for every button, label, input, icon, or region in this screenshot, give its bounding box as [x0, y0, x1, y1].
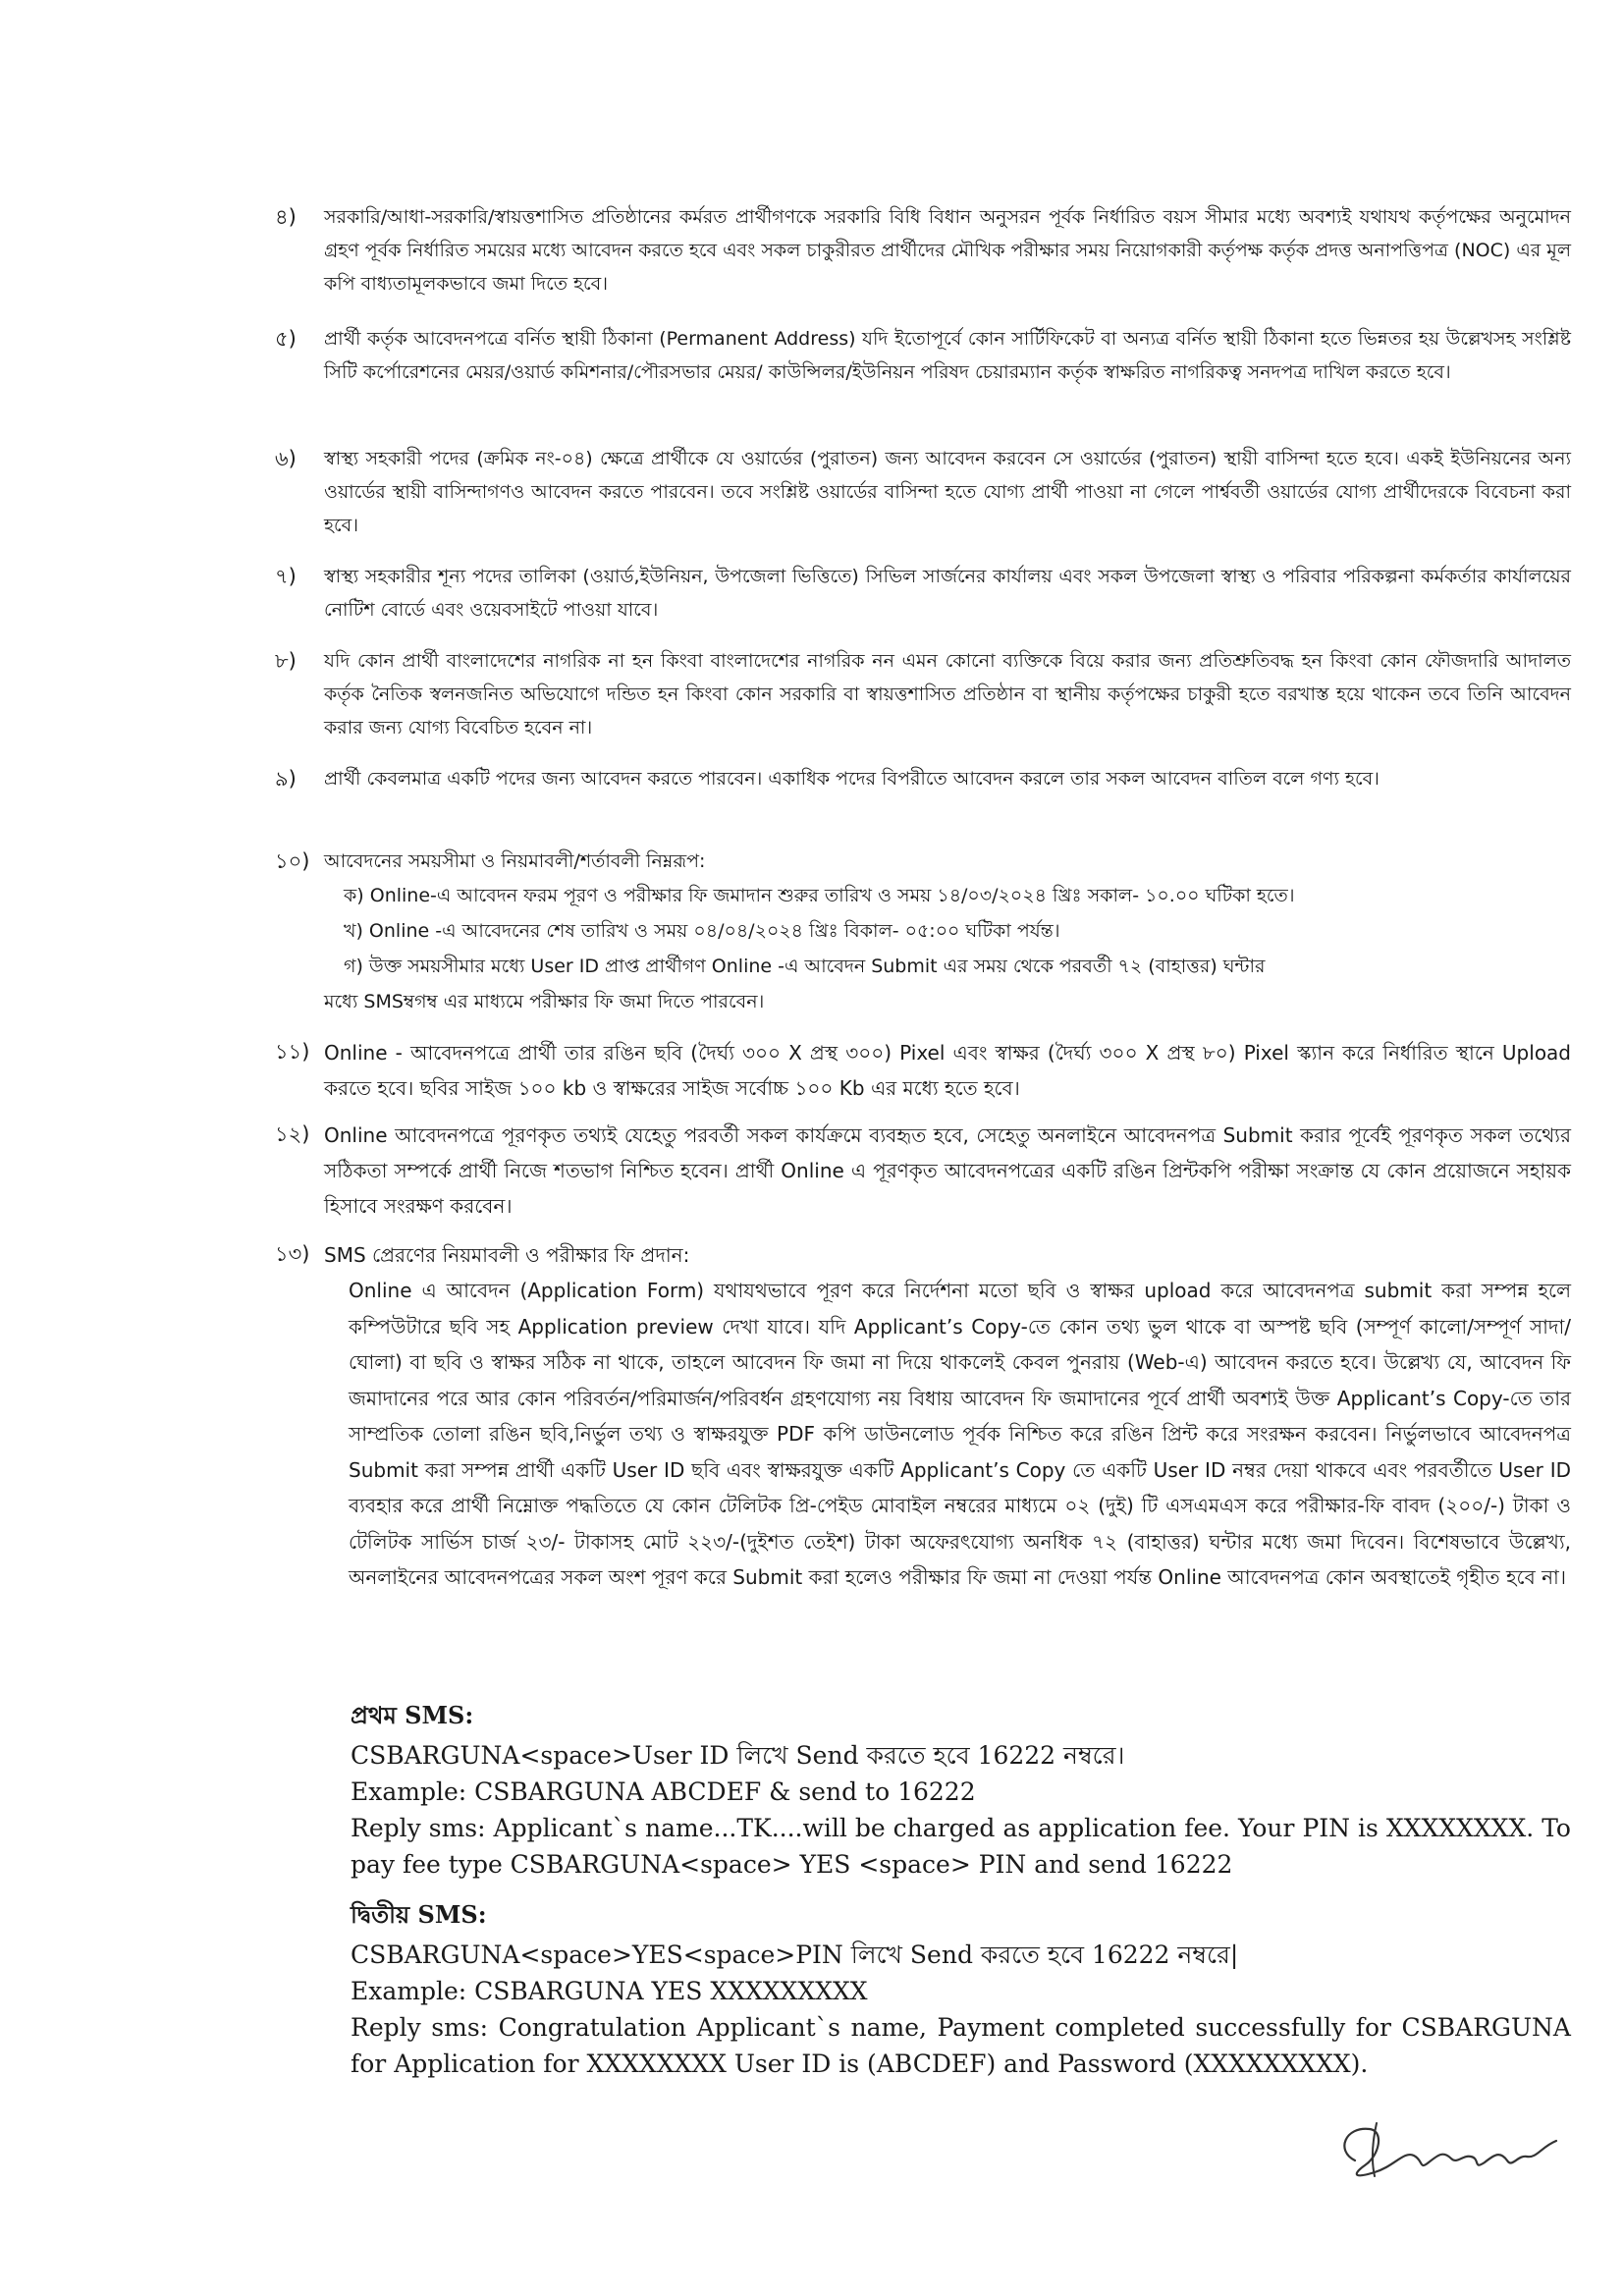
sms-heading: প্রথম SMS: [351, 1701, 474, 1729]
clause-number: ৬) [275, 447, 297, 470]
clause-11 [275, 1035, 1571, 1106]
clause-text: প্রার্থী কেবলমাত্র একটি পদের জন্য আবেদন করতে পারবেন। একাধিক পদের বিপরীতে আবেদন করলে তার সকল আবেদন বাতিল বলে গণ্য হবে। [324, 768, 1380, 790]
sms-instructions-first [351, 1697, 1571, 2082]
clause-5 [275, 322, 1571, 389]
clause-number: ৯) [275, 767, 297, 791]
sms-heading: দ্বিতীয় SMS: [351, 1900, 487, 1929]
clause-text: যদি কোন প্রার্থী বাংলাদেশের নাগরিক না হন কিংবা বাংলাদেশের নাগরিক নন এমন কোনো ব্যক্তিকে বিয়ে করার জন্য প্রতিশ্রুতিবদ্ধ হন কিংবা কোন ফৌজদারি আদালত কর্তৃক নৈতিক স্বলনজনিত অভিযোগে দন্ডিত হন কিংবা কোন সরকারি বা স্বায়ত্তশাসিত প্রতিষ্ঠান বা স্থানীয় কর্তৃপক্ষের চাকুরী হতে বরখাস্ত হয়ে থাকেন তবে তিনি আবেদন করার জন্য যোগ্য বিবেচিত হবেন না। [324, 650, 1571, 738]
clause-number: ৪) [275, 205, 297, 229]
sms-format-line: CSBARGUNA<space>YES<space>PIN লিখে Send করতে হবে 16222 নম্বরে| [351, 1941, 1239, 1969]
sms-reply-line: Reply sms: Congratulation Applicant`s name, Payment completed successfully for CSBARGUNA for Application for XXXXXXXX User ID is (ABCDEF) and Password (XXXXXXXXX). [351, 2013, 1571, 2078]
sub-clause-a: ক) Online-এ আবেদন ফরম পূরণ ও পরীক্ষার ফি জমাদান শুরুর তারিখ ও সময় ১৪/০৩/২০২৪ খ্রিঃ সকাল- ১০.০০ ঘটিকা হতে। [344, 885, 1295, 906]
clause-heading: আবেদনের সময়সীমা ও নিয়মাবলী/শর্তাবলী নিম্নরূপ: [324, 850, 706, 872]
clause-10 [275, 845, 1571, 1019]
clause-6 [275, 442, 1571, 542]
sub-clause-c-continued: মধ্যে SMSম্বগম্ব এর মাধ্যমে পরীক্ষার ফি জমা দিতে পারবেন। [324, 991, 765, 1012]
clause-heading: SMS প্রেরণের নিয়মাবলী ও পরীক্ষার ফি প্রদান: [324, 1243, 690, 1267]
sms-format-line: CSBARGUNA<space>User ID লিখে Send করতে হবে 16222 নম্বরে। [351, 1741, 1125, 1770]
clause-number: ১১) [275, 1040, 310, 1064]
clause-number: ১৩) [275, 1242, 310, 1266]
clause-number: ১০) [275, 849, 310, 873]
sub-clause-c: গ) উক্ত সময়সীমার মধ্যে User ID প্রাপ্ত প্রার্থীগণ Online -এ আবেদন Submit এর সময় থেকে পরবর্তী ৭২ (বাহাত্তর) ঘন্টার [344, 956, 1266, 977]
clause-12 [275, 1118, 1571, 1224]
clause-4 [275, 200, 1571, 301]
signature-image [1325, 2111, 1581, 2190]
sms-example-line: Example: CSBARGUNA YES XXXXXXXXX [351, 1977, 868, 2005]
clause-text: Online আবেদনপত্রে পূরণকৃত তথ্যই যেহেতু পরবর্তী সকল কার্যক্রমে ব্যবহৃত হবে, সেহেতু অনলাইনে আবেদনপত্র Submit করার পূর্বেই পূরণকৃত সকল তথ্যের সঠিকতা সম্পর্কে প্রার্থী নিজে শতভাগ নিশ্চিত হবেন। প্রার্থী Online এ পূরণকৃত আবেদনপত্রের একটি রঙিন প্রিন্টকপি পরীক্ষা সংক্রান্ত যে কোন প্রয়োজনে সহায়ক হিসাবে সংরক্ষণ করবেন। [324, 1123, 1571, 1218]
sub-clause-b: খ) Online -এ আবেদনের শেষ তারিখ ও সময় ০৪/০৪/২০২৪ খ্রিঃ বিকাল- ০৫:০০ ঘটিকা পর্যন্ত। [344, 920, 1060, 942]
clause-text: প্রার্থী কর্তৃক আবেদনপত্রে বর্নিত স্থায়ী ঠিকানা (Permanent Address) যদি ইতোপূর্বে কোন সার্টিফিকেট বা অন্যত্র বর্নিত স্থায়ী ঠিকানা হতে ভিন্নতর হয় উল্লেখসহ সংশ্লিষ্ট সিটি কর্পোরেশনের মেয়র/ওয়ার্ড কমিশনার/পৌরসভার মেয়র/ কাউন্সিলর/ইউনিয়ন পরিষদ চেয়ারম্যান কর্তৃক স্বাক্ষরিত নাগরিকত্ব সনদপত্র দাখিল করতে হবে। [324, 328, 1571, 383]
clause-text: Online - আবেদনপত্রে প্রার্থী তার রঙিন ছবি (দৈর্ঘ্য ৩০০ X প্রস্থ ৩০০) Pixel এবং স্বাক্ষর (দৈর্ঘ্য ৩০০ X প্রস্থ ৮০) Pixel স্ক্যান করে নির্ধারিত স্থানে Upload করতে হবে। ছবির সাইজ ১০০ kb ও স্বাক্ষরের সাইজ সর্বোচ্চ ১০০ Kb এর মধ্যে হতে হবে। [324, 1041, 1572, 1100]
sms-example-line: Example: CSBARGUNA ABCDEF & send to 16222 [351, 1777, 976, 1806]
clause-9 [275, 762, 1571, 795]
clause-number: ১২) [275, 1122, 310, 1146]
sms-reply-line: Reply sms: Applicant`s name...TK....will be charged as application fee. Your PIN is XXXXXXXX. To pay fee type CSBARGUNA<space> YES <space> PIN and send 16222 [351, 1814, 1571, 1879]
clause-number: ৮) [275, 649, 297, 673]
clause-number: ৭) [275, 565, 297, 588]
clause-text: সরকারি/আধা-সরকারি/স্বায়ত্তশাসিত প্রতিষ্ঠানের কর্মরত প্রার্থীগণকে সরকারি বিধি বিধান অনুসরন পূর্বক নির্ধারিত বয়স সীমার মধ্যে অবশ্যই যথাযথ কর্তৃপক্ষের অনুমোদন গ্রহণ পূর্বক নির্ধারিত সময়ের মধ্যে আবেদন করতে হবে এবং সকল চাকুরীরত প্রার্থীদের মৌখিক পরীক্ষার সময় নিয়োগকারী কর্তৃপক্ষ কর্তৃক প্রদত্ত অনাপত্তিপত্র (NOC) এর মূল কপি বাধ্যতামূলকভাবে জমা দিতে হবে। [324, 206, 1571, 295]
clause-number: ৫) [275, 327, 297, 351]
clause-text: Online এ আবেদন (Application Form) যথাযথভাবে পূরণ করে নির্দেশনা মতো ছবি ও স্বাক্ষর upload করে আবেদনপত্র submit করা সম্পন্ন হলে কম্পিউটারে ছবি সহ Application preview দেখা যাবে। যদি Applicant’s Copy-তে কোন তথ্য ভুল থাকে বা অস্পষ্ট ছবি (সম্পূর্ণ কালো/সম্পূর্ণ সাদা/ঘোলা) বা ছবি ও স্বাক্ষর সঠিক না থাকে, তাহলে আবেদন ফি জমা না দিয়ে থাকলেই কেবল পুনরায় (Web-এ) আবেদন করতে হবে। উল্লেখ্য যে, আবেদন ফি জমাদানের পরে আর কোন পরিবর্তন/পরিমার্জন/পরিবর্ধন গ্রহণযোগ্য নয় বিধায় আবেদন ফি জমাদানের পূর্বে প্রার্থী অবশ্যই উক্ত Applicant’s Copy-তে তার সাম্প্রতিক তোলা রঙিন ছবি,নির্ভুল তথ্য ও স্বাক্ষরযুক্ত PDF কপি ডাউনলোড পূর্বক নিশ্চিত করে রঙিন প্রিন্ট করে সংরক্ষন করবেন। নির্ভুলভাবে আবেদনপত্র Submit করা সম্পন্ন প্রার্থী একটি User ID ছবি এবং স্বাক্ষরযুক্ত একটি Applicant’s Copy তে একটি User ID নম্বর দেয়া থাকবে এবং পরবর্তীতে User ID ব্যবহার করে প্রার্থী নিম্নোক্ত পদ্ধতিতে যে কোন টেলিটক প্রি-পেইড মোবাইল নম্বরের মাধ্যমে ০২ (দুই) টি এসএমএস করে পরীক্ষার-ফি বাবদ (২০০/-) টাকা ও টেলিটক সার্ভিস চার্জ ২৩/- টাকাসহ মোট ২২৩/-(দুইশত তেইশ) টাকা অফেরৎযোগ্য অনধিক ৭২ (বাহাত্তর) ঘন্টার মধ্যে জমা দিবেন। বিশেষভাবে উল্লেখ্য, অনলাইনের আবেদনপত্রের সকল অংশ পূরণ করে Submit করা হলেও পরীক্ষার ফি জমা না দেওয়া পর্যন্ত Online আবেদনপত্র কোন অবস্থাতেই গৃহীত হবে না। [349, 1279, 1571, 1589]
clause-13 [275, 1237, 1571, 1596]
clause-text: স্বাস্থ্য সহকারী পদের (ক্রমিক নং-০৪) ক্ষেত্রে প্রার্থীকে যে ওয়ার্ডের (পুরাতন) জন্য আবেদন করবেন সে ওয়ার্ডের (পুরাতন) স্থায়ী বাসিন্দা হতে হবে। একই ইউনিয়নের অন্য ওয়ার্ডের স্থায়ী বাসিন্দাগণও আবেদন করতে পারবেন। তবে সংশ্লিষ্ট ওয়ার্ডের বাসিন্দা হতে যোগ্য প্রার্থী পাওয়া না গেলে পার্শ্ববর্তী ওয়ার্ডের যোগ্য প্রার্থীদেরকে বিবেচনা করা হবে। [324, 448, 1571, 536]
clause-text: স্বাস্থ্য সহকারীর শূন্য পদের তালিকা (ওয়ার্ড,ইউনিয়ন, উপজেলা ভিত্তিতে) সিভিল সার্জনের কার্যালয় এবং সকল উপজেলা স্বাস্থ্য ও পরিবার পরিকল্পনা কর্মকর্তার কার্যালয়ের নোটিশ বোর্ডে এবং ওয়েবসাইটে পাওয়া যাবে। [324, 566, 1571, 621]
clause-8 [275, 644, 1571, 744]
clause-7 [275, 560, 1571, 627]
